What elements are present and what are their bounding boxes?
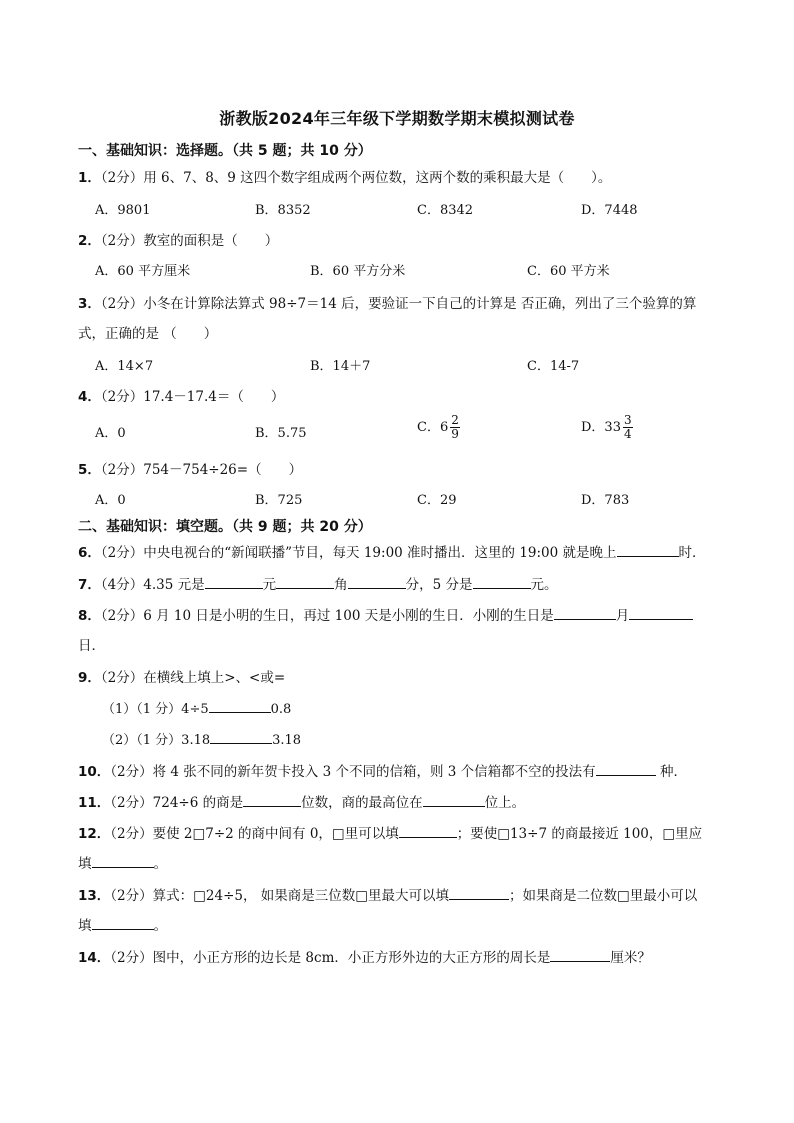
question-text: （2分）教室的面积是（ ） xyxy=(100,233,279,249)
question-text: ；如果商是二位数□里最小可以 xyxy=(509,888,698,904)
question-text: （2分）724÷6 的商是 xyxy=(110,795,244,811)
option-d[interactable]: D．7448 xyxy=(581,203,638,218)
question-number: 5． xyxy=(78,462,101,478)
question-4 xyxy=(78,385,734,405)
question-number: 9． xyxy=(78,670,101,686)
answer-blank[interactable] xyxy=(596,761,656,776)
question-text: （2分）要使 2□7÷2 的商中间有 0，□里可以填 xyxy=(110,826,399,842)
option-d[interactable]: D．783 xyxy=(581,493,630,508)
option-c[interactable] xyxy=(417,414,460,441)
sub-question-tail: 3.18 xyxy=(272,733,302,748)
answer-blank[interactable] xyxy=(399,823,457,838)
question-text: 月 xyxy=(615,608,630,624)
option-c[interactable]: C．60 平方米 xyxy=(527,264,610,279)
answer-blank[interactable] xyxy=(92,915,154,930)
answer-blank[interactable] xyxy=(276,574,334,589)
question-text: （2分）754－754÷26=（ ） xyxy=(100,462,303,478)
sub-question-tail: 0.8 xyxy=(270,702,292,717)
question-8-line2: 日． xyxy=(78,638,105,654)
answer-blank[interactable] xyxy=(348,574,406,589)
question-number: 14． xyxy=(78,950,111,966)
question-text: 位数，商的最高位在 xyxy=(301,795,423,811)
question-text: 元。 xyxy=(530,577,558,593)
option-d[interactable] xyxy=(581,414,633,441)
question-number: 4． xyxy=(78,389,101,405)
option-c[interactable]: C．14-7 xyxy=(527,359,580,374)
question-3 xyxy=(78,292,734,312)
question-13-line2 xyxy=(78,914,734,934)
question-text: （2分）图中，小正方形的边长是 8cm．小正方形外边的大正方形的周长是 xyxy=(110,950,551,966)
option-b[interactable]: B．5.75 xyxy=(255,426,307,441)
answer-blank[interactable] xyxy=(473,574,531,589)
question-text: 。 xyxy=(153,856,167,872)
option-b[interactable]: B．8352 xyxy=(255,203,311,218)
section-heading-fill: 二、基础知识：填空题。（共 9 题；共 20 分） xyxy=(78,519,372,535)
fraction-denominator: 4 xyxy=(623,427,632,441)
question-number: 1． xyxy=(78,170,101,186)
question-text: 元 xyxy=(262,577,277,593)
answer-blank[interactable] xyxy=(243,792,301,807)
question-6 xyxy=(78,541,734,561)
question-number: 12． xyxy=(78,826,111,842)
question-7 xyxy=(78,573,734,593)
sub-question-label: （1）（1 分）4÷5 xyxy=(102,702,209,717)
answer-blank[interactable] xyxy=(550,947,610,962)
option-b[interactable]: B．725 xyxy=(255,493,303,508)
section-heading-choice: 一、基础知识：选择题。（共 5 题；共 10 分） xyxy=(78,143,372,159)
question-12 xyxy=(78,822,734,842)
question-11 xyxy=(78,791,734,811)
question-text: （2分）将 4 张不同的新年贺卡投入 3 个不同的信箱，则 3 个信箱都不空的投法有 xyxy=(110,764,596,780)
fraction-numerator: 3 xyxy=(623,413,632,427)
question-text: 厘米？ xyxy=(610,950,651,966)
option-d-label: D．33 xyxy=(581,420,621,435)
sub-question-label: （2）（1 分）3.18 xyxy=(102,733,211,748)
question-number: 8． xyxy=(78,608,101,624)
option-d-fraction xyxy=(623,414,633,441)
question-1 xyxy=(78,166,734,186)
question-text: （2分）6 月 10 日是小明的生日，再过 100 天是小刚的生日．小刚的生日是 xyxy=(100,608,554,624)
question-number: 7． xyxy=(78,577,101,593)
question-text: 填 xyxy=(78,856,92,872)
option-b[interactable]: B．14＋7 xyxy=(310,359,371,374)
question-text: 位上。 xyxy=(484,795,526,811)
answer-blank[interactable] xyxy=(449,885,509,900)
option-a[interactable]: A．9801 xyxy=(95,203,151,218)
option-a[interactable]: A．0 xyxy=(95,493,126,508)
answer-blank[interactable] xyxy=(554,605,616,620)
page-title: 浙教版2024年三年级下学期数学期末模拟测试卷 xyxy=(219,109,575,128)
question-number: 10． xyxy=(78,764,111,780)
question-text: 。 xyxy=(153,918,167,934)
question-text: （2分）在横线上填上>、<或= xyxy=(100,670,286,686)
option-b[interactable]: B．60 平方分米 xyxy=(310,264,406,279)
answer-blank[interactable] xyxy=(629,605,693,620)
question-number: 13． xyxy=(78,888,111,904)
question-14 xyxy=(78,946,734,966)
answer-blank[interactable] xyxy=(92,853,154,868)
question-text: （2分）用 6、7、8、9 这四个数字组成两个两位数，这两个数的乘积最大是（ ）。 xyxy=(100,170,612,186)
option-c-label: C．6 xyxy=(417,420,449,435)
question-tail: 时． xyxy=(678,545,706,561)
question-5 xyxy=(78,458,734,478)
option-a[interactable]: A．60 平方厘米 xyxy=(95,264,191,279)
question-2 xyxy=(78,229,734,249)
question-text: （2分）17.4－17.4＝（ ） xyxy=(100,389,285,405)
option-c[interactable]: C．8342 xyxy=(417,203,474,218)
question-10 xyxy=(78,760,734,780)
answer-blank[interactable] xyxy=(423,792,485,807)
fraction-numerator: 2 xyxy=(451,413,459,427)
question-number: 6． xyxy=(78,545,101,561)
option-a[interactable]: A．14×7 xyxy=(95,359,154,374)
question-3-line2: 式，正确的是 （ ） xyxy=(78,326,218,342)
option-c[interactable]: C．29 xyxy=(417,493,457,508)
question-9-sub-1 xyxy=(102,698,291,717)
question-text: 角 xyxy=(334,577,348,593)
question-9 xyxy=(78,666,734,686)
answer-blank[interactable] xyxy=(617,542,679,557)
answer-blank[interactable] xyxy=(205,574,263,589)
question-text: （2分）算式：□24÷5， 如果商是三位数□里最大可以填 xyxy=(110,888,450,904)
question-text: 分，5 分是 xyxy=(405,577,473,593)
option-c-fraction xyxy=(450,414,460,441)
question-number: 2． xyxy=(78,233,101,249)
question-text-line1: （2分）小冬在计算除法算式 98÷7＝14 后，要验证一下自己的计算是 否正确，列出了三个验算的算 xyxy=(100,296,697,312)
question-13 xyxy=(78,884,734,904)
question-tail: 种． xyxy=(655,764,687,780)
question-text: （4分）4.35 元是 xyxy=(100,577,205,593)
question-12-line2 xyxy=(78,852,734,872)
option-a[interactable]: A．0 xyxy=(95,426,126,441)
fraction-denominator: 9 xyxy=(451,427,459,441)
question-8 xyxy=(78,604,734,624)
question-text: ；要使□13÷7 的商最接近 100，□里应 xyxy=(456,826,703,842)
question-9-sub-2 xyxy=(102,729,301,748)
question-text: 填 xyxy=(78,918,92,934)
answer-blank[interactable] xyxy=(210,729,272,744)
question-number: 11． xyxy=(78,795,111,811)
question-number: 3． xyxy=(78,296,101,312)
question-text: （2分）中央电视台的“新闻联播”节目，每天 19:00 准时播出．这里的 19:00 就是晚上 xyxy=(100,545,617,561)
answer-blank[interactable] xyxy=(209,698,271,713)
